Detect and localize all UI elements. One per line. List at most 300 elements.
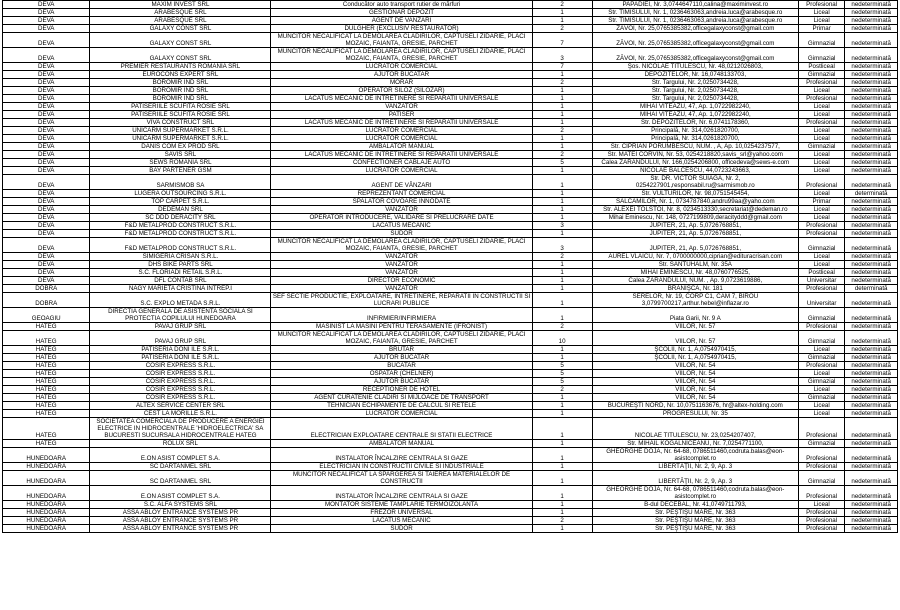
- locality-cell: DEVA: [3, 175, 90, 190]
- occupation-cell: DIRECTOR ECONOMIC: [271, 277, 532, 285]
- employer-cell: DEDEMAN SRL: [90, 206, 271, 214]
- employer-cell: PATISERIA DONI ILE S.R.L.: [90, 354, 271, 362]
- address-cell: LIBERTĂŢII, Nr. 2, 9, Ap. 3: [592, 463, 798, 471]
- locality-cell: HATEG: [3, 346, 90, 354]
- occupation-cell: VANZATOR: [271, 285, 532, 293]
- locality-cell: DEVA: [3, 269, 90, 277]
- table-row: [3, 151, 898, 159]
- occupation-cell: MONTATOR SISTEME TAMPLARIE TERMOIZOLANTA: [271, 501, 532, 509]
- table-row: [3, 261, 898, 269]
- education-cell: Liceal: [799, 370, 845, 378]
- locality-cell: HUNEDOARA: [3, 501, 90, 509]
- positions-cell: 1: [532, 463, 592, 471]
- locality-cell: DEVA: [3, 103, 90, 111]
- contract-cell: nedeterminată: [845, 509, 898, 517]
- occupation-cell: SPALATOR COVOARE INNODATE: [271, 198, 532, 206]
- positions-cell: 1: [532, 103, 592, 111]
- address-cell: NICOLAE TITULESCU, Nr. 23,0254207407,: [592, 418, 798, 440]
- contract-cell: nedeterminată: [845, 293, 898, 308]
- locality-cell: HATEG: [3, 402, 90, 410]
- employer-cell: SC DDD DERACITY SRL: [90, 214, 271, 222]
- positions-cell: 5: [532, 378, 592, 386]
- contract-cell: nedeterminată: [845, 386, 898, 394]
- education-cell: Universitar: [799, 293, 845, 308]
- employer-cell: MAXIM INVEST SRL: [90, 1, 271, 9]
- contract-cell: nedeterminată: [845, 517, 898, 525]
- positions-cell: 1: [532, 198, 592, 206]
- education-cell: Postliceal: [799, 269, 845, 277]
- locality-cell: HUNEDOARA: [3, 486, 90, 501]
- address-cell: MIHAI VITEAZU, 47, Ap. 1,0722982240,: [592, 111, 798, 119]
- address-cell: Str. PEŞTIŞU MARE, Nr. 363: [592, 525, 798, 533]
- occupation-cell: OSPATAR (CHELNER): [271, 370, 532, 378]
- education-cell: Liceal: [799, 402, 845, 410]
- contract-cell: nedeterminată: [845, 448, 898, 463]
- education-cell: Liceal: [799, 135, 845, 143]
- address-cell: AUREL VLAICU, Nr. 7, 0700000000,ciprian@edituracrisan.com: [592, 253, 798, 261]
- occupation-cell: DULGHER (EXCLUSIV RESTAURATOR): [271, 25, 532, 33]
- positions-cell: 1: [532, 394, 592, 402]
- education-cell: Profesional: [799, 486, 845, 501]
- table-row: [3, 135, 898, 143]
- employer-cell: ASSA ABLOY ENTRANCE SYSTEMS PR: [90, 517, 271, 525]
- employer-cell: F&D METALPROD CONSTRUCT S.R.L.: [90, 230, 271, 238]
- locality-cell: DEVA: [3, 159, 90, 167]
- locality-cell: HATEG: [3, 354, 90, 362]
- occupation-cell: PATISER: [271, 111, 532, 119]
- locality-cell: DEVA: [3, 222, 90, 230]
- table-row: [3, 394, 898, 402]
- locality-cell: DEVA: [3, 261, 90, 269]
- education-cell: Gimnazial: [799, 394, 845, 402]
- contract-cell: nedeterminată: [845, 261, 898, 269]
- occupation-cell: AJUTOR BUCATAR: [271, 354, 532, 362]
- employer-cell: ARABESQUE SRL: [90, 17, 271, 25]
- positions-cell: 1: [532, 509, 592, 517]
- positions-cell: 1: [532, 471, 592, 486]
- positions-cell: 1: [532, 501, 592, 509]
- positions-cell: 1: [532, 111, 592, 119]
- positions-cell: 1: [532, 230, 592, 238]
- education-cell: Profesional: [799, 79, 845, 87]
- occupation-cell: AGENT CURATENIE CLADIRI SI MIJLOACE DE TRANSPORT: [271, 394, 532, 402]
- employer-cell: ROLUX SRL: [90, 440, 271, 448]
- address-cell: ZĂVOI, Nr. 25,0765385382,officegalaxyconst@gmail.com: [592, 48, 798, 63]
- education-cell: Profesional: [799, 323, 845, 331]
- employer-cell: PAVAJ GRUP SRL: [90, 323, 271, 331]
- education-cell: Liceal: [799, 127, 845, 135]
- positions-cell: 1: [532, 95, 592, 103]
- employer-cell: F&D METALPROD CONSTRUCT S.R.L.: [90, 222, 271, 230]
- address-cell: GHEORGHE DOJA, Nr. 64-68, 0786511460,codruta.balas@eon-asistcomplet.ro: [592, 486, 798, 501]
- employer-cell: DHS BIKE PARTS SRL: [90, 261, 271, 269]
- table-row: [3, 9, 898, 17]
- occupation-cell: INSTALATOR ÎNCALZIRE CENTRALA SI GAZE: [271, 448, 532, 463]
- table-row: [3, 238, 898, 253]
- address-cell: MIHAI EMINESCU, Nr. 48,0760776525,: [592, 269, 798, 277]
- education-cell: Profesional: [799, 517, 845, 525]
- contract-cell: nedeterminată: [845, 87, 898, 95]
- table-row: [3, 111, 898, 119]
- contract-cell: nedeterminată: [845, 175, 898, 190]
- contract-cell: nedeterminată: [845, 418, 898, 440]
- table-row: [3, 198, 898, 206]
- locality-cell: HUNEDOARA: [3, 471, 90, 486]
- locality-cell: DEVA: [3, 151, 90, 159]
- address-cell: GHEORGHE DOJA, Nr. 64-68, 0786511460,codruta.balas@eon-asistcomplet.ro: [592, 448, 798, 463]
- positions-cell: 1: [532, 119, 592, 127]
- positions-cell: 1: [532, 87, 592, 95]
- table-row: [3, 167, 898, 175]
- contract-cell: nedeterminată: [845, 440, 898, 448]
- table-row: [3, 206, 898, 214]
- employer-cell: S.C. EXPLO METADA S.R.L.: [90, 293, 271, 308]
- address-cell: Str. Targului, Nr. 2,0250734428,: [592, 79, 798, 87]
- occupation-cell: LUCRATOR COMERCIAL: [271, 167, 532, 175]
- address-cell: PROGRESULUI, Nr. 35: [592, 410, 798, 418]
- address-cell: Str. PEŞTIŞU MARE, Nr. 363: [592, 509, 798, 517]
- table-row: [3, 471, 898, 486]
- contract-cell: nedeterminată: [845, 17, 898, 25]
- table-body: [3, 1, 898, 533]
- table-row: [3, 402, 898, 410]
- employer-cell: COSIR EXPRESS S.R.L.: [90, 394, 271, 402]
- address-cell: VIILOR, Nr. 57: [592, 331, 798, 346]
- table-row: [3, 175, 898, 190]
- education-cell: Primar: [799, 198, 845, 206]
- employer-cell: LUGERA OUTSOURCING S.R.L.: [90, 190, 271, 198]
- table-row: [3, 79, 898, 87]
- address-cell: MIHAI VITEAZU, 47, Ap. 1,0722982240,: [592, 103, 798, 111]
- occupation-cell: VANZATOR: [271, 206, 532, 214]
- table-row: [3, 308, 898, 323]
- table-row: [3, 517, 898, 525]
- occupation-cell: LUCRATOR COMERCIAL: [271, 135, 532, 143]
- employer-cell: COSIR EXPRESS S.R.L.: [90, 378, 271, 386]
- education-cell: Liceal: [799, 261, 845, 269]
- table-row: [3, 119, 898, 127]
- contract-cell: nedeterminată: [845, 143, 898, 151]
- contract-cell: nedeterminată: [845, 63, 898, 71]
- occupation-cell: LUCRATOR COMERCIAL: [271, 127, 532, 135]
- contract-cell: nedeterminată: [845, 167, 898, 175]
- education-cell: Liceal: [799, 167, 845, 175]
- employer-cell: ALTEX SERVICE CENTER SRL: [90, 402, 271, 410]
- education-cell: Primar: [799, 25, 845, 33]
- education-cell: Gimnazial: [799, 143, 845, 151]
- employer-cell: S.C. ALFA SYSTEMS SRL: [90, 501, 271, 509]
- address-cell: Str. MATEI CORVIN, Nr. 53, 0254218820,savis_srl@yahoo.com: [592, 151, 798, 159]
- table-row: [3, 269, 898, 277]
- table-row: [3, 410, 898, 418]
- table-row: [3, 95, 898, 103]
- positions-cell: 1: [532, 418, 592, 440]
- occupation-cell: MORAR: [271, 79, 532, 87]
- address-cell: VIILOR, Nr. 54: [592, 378, 798, 386]
- table-row: [3, 386, 898, 394]
- locality-cell: HATEG: [3, 362, 90, 370]
- address-cell: Şos. NICOLAE TITULESCU, Nr. 48,0212026803,: [592, 63, 798, 71]
- job-vacancies-table: [2, 0, 898, 533]
- employer-cell: BOROMIR IND SRL: [90, 79, 271, 87]
- table-row: [3, 143, 898, 151]
- education-cell: Liceal: [799, 87, 845, 95]
- education-cell: Liceal: [799, 159, 845, 167]
- contract-cell: determinată: [845, 190, 898, 198]
- contract-cell: nedeterminată: [845, 354, 898, 362]
- positions-cell: 1: [532, 143, 592, 151]
- address-cell: ZĂVOI, Nr. 25,0765385382,officegalaxyconst@gmail.com: [592, 25, 798, 33]
- contract-cell: nedeterminată: [845, 346, 898, 354]
- locality-cell: DEVA: [3, 111, 90, 119]
- locality-cell: DEVA: [3, 277, 90, 285]
- locality-cell: HATEG: [3, 331, 90, 346]
- education-cell: Gimnazial: [799, 471, 845, 486]
- employer-cell: PATISERIILE SCUFITA ROSIE SRL: [90, 111, 271, 119]
- occupation-cell: LACATUS MECANIC: [271, 222, 532, 230]
- employer-cell: DFL CONTAB SRL: [90, 277, 271, 285]
- address-cell: Str. TIMISULUI, Nr. 1, 0236463063,andreia.luca@arabesque.ro: [592, 17, 798, 25]
- education-cell: Liceal: [799, 206, 845, 214]
- occupation-cell: INFIRMIER/INFIRMIERA: [271, 308, 532, 323]
- occupation-cell: OPERATOR SILOZ (SILOZAR): [271, 87, 532, 95]
- table-row: [3, 230, 898, 238]
- table-row: [3, 448, 898, 463]
- occupation-cell: GESTIONAR DEPOZIT: [271, 9, 532, 17]
- locality-cell: DOBRA: [3, 293, 90, 308]
- positions-cell: 3: [532, 222, 592, 230]
- education-cell: Gimnazial: [799, 48, 845, 63]
- education-cell: Postliceal: [799, 63, 845, 71]
- locality-cell: DEVA: [3, 63, 90, 71]
- table-row: [3, 33, 898, 48]
- employer-cell: DIRECTIA GENERALA DE ASISTENTA SOCIALA SI PROTECTIA COPILULUI HUNEDOARA: [90, 308, 271, 323]
- positions-cell: 1: [532, 277, 592, 285]
- address-cell: LIBERTĂŢII, Nr. 2, 9, Ap. 3: [592, 471, 798, 486]
- table-row: [3, 277, 898, 285]
- table-row: [3, 331, 898, 346]
- education-cell: Profesional: [799, 525, 845, 533]
- education-cell: Liceal: [799, 111, 845, 119]
- positions-cell: 2: [532, 79, 592, 87]
- education-cell: Liceal: [799, 501, 845, 509]
- locality-cell: DEVA: [3, 214, 90, 222]
- contract-cell: nedeterminată: [845, 135, 898, 143]
- contract-cell: nedeterminată: [845, 402, 898, 410]
- positions-cell: 10: [532, 331, 592, 346]
- employer-cell: SAVIS SRL: [90, 151, 271, 159]
- address-cell: DEPOZITELOR, Nr. 16,0748133703,: [592, 71, 798, 79]
- table-row: [3, 418, 898, 440]
- occupation-cell: LACATUS MECANIC DE INTRETINERE SI REPARATII UNIVERSALE: [271, 95, 532, 103]
- table-row: [3, 293, 898, 308]
- education-cell: Profesional: [799, 463, 845, 471]
- education-cell: Gimnazial: [799, 238, 845, 253]
- occupation-cell: MUNCITOR NECALIFICAT LA SPARGEREA SI TAIEREA MATERIALELOR DE CONSTRUCTII: [271, 471, 532, 486]
- occupation-cell: SEF SECTIE PRODUCTIE, EXPLOATARE, INTRETINERE, REPARATII IN CONSTRUCTII SI LUCRARI PUBLICE: [272, 293, 531, 307]
- positions-cell: 5: [532, 362, 592, 370]
- employer-cell: SC DARTANMEL SRL: [90, 463, 271, 471]
- table-row: [3, 509, 898, 517]
- contract-cell: nedeterminată: [845, 370, 898, 378]
- contract-cell: nedeterminată: [845, 198, 898, 206]
- occupation-cell: BRUTAR: [271, 346, 532, 354]
- positions-cell: 3: [532, 48, 592, 63]
- employer-cell: COSIR EXPRESS S.R.L.: [90, 370, 271, 378]
- education-cell: Profesional: [799, 362, 845, 370]
- address-cell: B-dul DECEBAL, Nr. 41,0749711793,: [592, 501, 798, 509]
- table-row: [3, 1, 898, 9]
- address-cell: ŞCOLII, Nr. 1, A,0754970415,: [592, 354, 798, 362]
- employer-cell: UNICARM SUPERMARKET S.R.L.: [90, 127, 271, 135]
- education-cell: Liceal: [799, 214, 845, 222]
- occupation-cell: LUCRATOR COMERCIAL: [271, 410, 532, 418]
- contract-cell: nedeterminată: [845, 222, 898, 230]
- positions-cell: 1: [532, 448, 592, 463]
- education-cell: Liceal: [799, 9, 845, 17]
- education-cell: Gimnazial: [799, 331, 845, 346]
- employer-cell: VIVA CONSTRUCT SRL: [90, 119, 271, 127]
- address-cell: Piata Garii, Nr. 9 A: [592, 308, 798, 323]
- positions-cell: 5: [532, 370, 592, 378]
- employer-cell: PREMIER RESTAURANTS ROMANIA SRL: [90, 63, 271, 71]
- positions-cell: 2: [532, 386, 592, 394]
- occupation-cell: AGENT DE VÂNZARI: [271, 175, 532, 190]
- positions-cell: 1: [532, 190, 592, 198]
- education-cell: Gimnazial: [799, 33, 845, 48]
- occupation-cell: REPREZENTANT COMERCIAL: [271, 190, 532, 198]
- address-cell: SALCAMILOR, Nr. 1, 0734787840,andru99aa@yaho.com: [592, 198, 798, 206]
- employer-cell: SARMISMOB SA: [90, 175, 271, 190]
- employer-cell: PATISERIA DONI ILE S.R.L.: [90, 346, 271, 354]
- education-cell: Profesional: [799, 230, 845, 238]
- education-cell: Liceal: [799, 103, 845, 111]
- positions-cell: 1: [532, 486, 592, 501]
- positions-cell: 5: [532, 159, 592, 167]
- employer-cell: GALAXY CONST SRL: [90, 33, 271, 48]
- locality-cell: DEVA: [3, 206, 90, 214]
- employer-cell: ARABESQUE SRL: [90, 9, 271, 17]
- education-cell: Liceal: [799, 17, 845, 25]
- contract-cell: nedeterminată: [845, 253, 898, 261]
- locality-cell: DEVA: [3, 33, 90, 48]
- table-row: [3, 362, 898, 370]
- address-cell: VIILOR, Nr. 54: [592, 394, 798, 402]
- contract-cell: nedeterminată: [845, 48, 898, 63]
- address-cell: Principală, Nr. 314,0261820700,: [592, 135, 798, 143]
- address-cell: SERELOR, Nr. 19, CORP C1, CAM 7, BIROU 3,0799700217,arthur.hebel@inflazar.ro: [592, 293, 798, 308]
- employer-cell: BOROMIR IND SRL: [90, 87, 271, 95]
- address-cell: Str. Targului, Nr. 2,0250734428,: [592, 87, 798, 95]
- address-cell: Str. SANTUHALM, Nr. 35A: [592, 261, 798, 269]
- contract-cell: nedeterminată: [845, 103, 898, 111]
- table-row: [3, 159, 898, 167]
- education-cell: Profesional: [799, 175, 845, 190]
- contract-cell: nedeterminată: [845, 206, 898, 214]
- contract-cell: nedeterminată: [845, 486, 898, 501]
- table-row: [3, 463, 898, 471]
- positions-cell: 1: [532, 346, 592, 354]
- employer-cell: COSIR EXPRESS S.R.L.: [90, 362, 271, 370]
- employer-cell: ASSA ABLOY ENTRANCE SYSTEMS PR: [90, 509, 271, 517]
- education-cell: Liceal: [799, 253, 845, 261]
- employer-cell: GALAXY CONST SRL: [90, 25, 271, 33]
- locality-cell: DEVA: [3, 143, 90, 151]
- table-row: [3, 127, 898, 135]
- table-row: [3, 190, 898, 198]
- locality-cell: DEVA: [3, 253, 90, 261]
- table-row: [3, 440, 898, 448]
- address-cell: VIILOR, Nr. 54: [592, 362, 798, 370]
- address-cell: Str. CIPRIAN PORUMBESCU, NUM. , A, Ap. 10,0254237577,: [592, 143, 798, 151]
- positions-cell: 2: [532, 517, 592, 525]
- occupation-cell: AMBALATOR MANUAL: [271, 143, 532, 151]
- table-row: [3, 214, 898, 222]
- employer-cell: ASSA ABLOY ENTRANCE SYSTEMS PR: [90, 525, 271, 533]
- education-cell: Profesional: [799, 95, 845, 103]
- locality-cell: DEVA: [3, 127, 90, 135]
- locality-cell: DEVA: [3, 238, 90, 253]
- education-cell: Profesional: [799, 285, 845, 293]
- occupation-cell: INSTALATOR ÎNCALZIRE CENTRALA SI GAZE: [271, 486, 532, 501]
- locality-cell: HUNEDOARA: [3, 525, 90, 533]
- occupation-cell: VANZATOR: [271, 103, 532, 111]
- table-row: [3, 501, 898, 509]
- contract-cell: nedeterminată: [845, 323, 898, 331]
- employer-cell: UNICARM SUPERMARKET S.R.L.: [90, 135, 271, 143]
- table-row: [3, 525, 898, 533]
- employer-cell: DANIS COM EX PROD SRL: [90, 143, 271, 151]
- locality-cell: HUNEDOARA: [3, 463, 90, 471]
- occupation-cell: VANZATOR: [271, 253, 532, 261]
- contract-cell: nedeterminată: [845, 331, 898, 346]
- address-cell: ZĂVOI, Nr. 25,0765385382,officegalaxyconst@gmail.com: [592, 33, 798, 48]
- occupation-cell: AJUTOR BUCATAR: [271, 378, 532, 386]
- contract-cell: nedeterminată: [845, 277, 898, 285]
- contract-cell: nedeterminată: [845, 1, 898, 9]
- contract-cell: nedeterminată: [845, 378, 898, 386]
- address-cell: Str. Targului, Nr. 2,0250734428,: [592, 95, 798, 103]
- positions-cell: 1: [532, 167, 592, 175]
- occupation-cell: AGENT DE VANZARI: [271, 17, 532, 25]
- positions-cell: 1: [532, 293, 592, 308]
- address-cell: Str. TIMISULUI, Nr. 1, 0236463063,andreia.luca@arabesque.ro: [592, 9, 798, 17]
- locality-cell: DEVA: [3, 167, 90, 175]
- education-cell: Liceal: [799, 346, 845, 354]
- contract-cell: nedeterminată: [845, 214, 898, 222]
- positions-cell: 1: [532, 71, 592, 79]
- contract-cell: nedeterminată: [845, 525, 898, 533]
- address-cell: Str. MIHAIL KOGALNICEANU, Nr. 7,0254771100,: [592, 440, 798, 448]
- locality-cell: HATEG: [3, 410, 90, 418]
- table-row: [3, 378, 898, 386]
- table-row: [3, 17, 898, 25]
- employer-cell: SC DARTANMEL SRL: [90, 471, 271, 486]
- occupation-cell: VANZATOR: [271, 269, 532, 277]
- locality-cell: DEVA: [3, 87, 90, 95]
- positions-cell: 2: [532, 323, 592, 331]
- education-cell: Liceal: [799, 190, 845, 198]
- address-cell: Mihai Eminescu, Nr. 148, 0727199809,deracityddd@gmail.com: [592, 214, 798, 222]
- positions-cell: 1: [532, 354, 592, 362]
- education-cell: Profesional: [799, 119, 845, 127]
- locality-cell: DEVA: [3, 95, 90, 103]
- employer-cell: PAVAJ GRUP SRL: [90, 331, 271, 346]
- employer-cell: CEST LA MORILLE S.R.L.: [90, 410, 271, 418]
- table-row: [3, 253, 898, 261]
- contract-cell: determinată: [845, 285, 898, 293]
- positions-cell: 1: [532, 410, 592, 418]
